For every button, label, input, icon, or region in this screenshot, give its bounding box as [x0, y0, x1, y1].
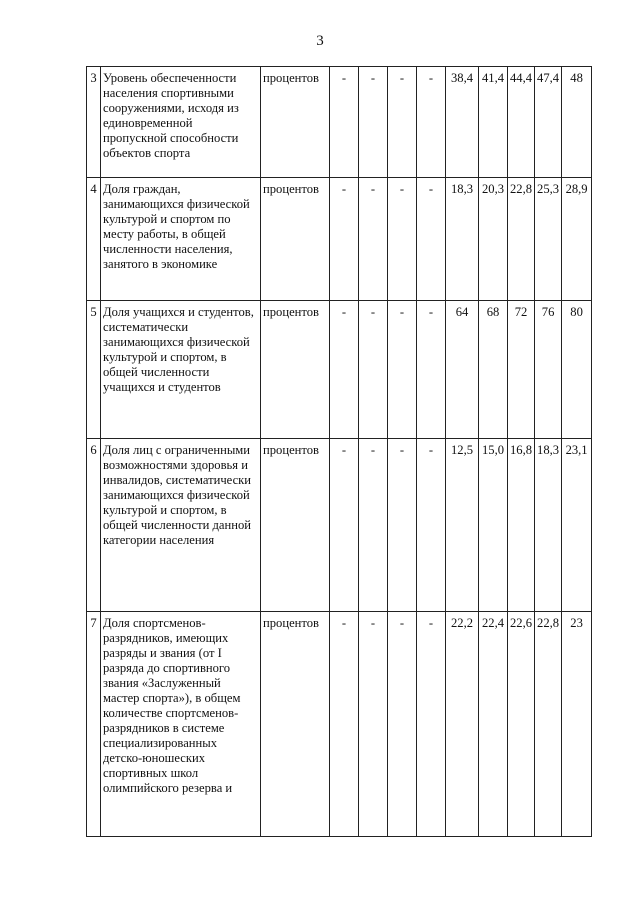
unit-cell: процентов [261, 439, 330, 612]
value-cell: 41,4 [479, 67, 508, 178]
unit-cell: процентов [261, 67, 330, 178]
value-cell: 22,8 [508, 178, 535, 301]
value-cell: 28,9 [562, 178, 592, 301]
value-cell: 44,4 [508, 67, 535, 178]
value-cell: 16,8 [508, 439, 535, 612]
value-cell: 80 [562, 301, 592, 439]
indicator-name-cell: Доля лиц с ограниченными возможностями здоровья и инвалидов, систематически занимающихся физической культурой и спортом, в общей численности данной категории населения [101, 439, 261, 612]
empty-value-cell: - [330, 67, 359, 178]
empty-value-cell: - [417, 178, 446, 301]
value-cell: 23,1 [562, 439, 592, 612]
indicator-name-cell: Доля спортсменов-разрядников, имеющих разряды и звания (от I разряда до спортивного звания «Заслуженный мастер спорта»), в общем количестве спортсменов-разрядников в системе специализированных детско-юношеских спортивных школ олимпийского резерва и [101, 612, 261, 837]
value-cell: 22,4 [479, 612, 508, 837]
unit-cell: процентов [261, 301, 330, 439]
indicator-name-cell: Доля граждан, занимающихся физической культурой и спортом по месту работы, в общей численности населения, занятого в экономике [101, 178, 261, 301]
empty-value-cell: - [388, 439, 417, 612]
empty-value-cell: - [388, 301, 417, 439]
empty-value-cell: - [330, 301, 359, 439]
indicator-name-cell: Уровень обеспеченности населения спортивными сооружениями, исходя из единовременной пропускной способности объектов спорта [101, 67, 261, 178]
row-number-cell: 5 [87, 301, 101, 439]
empty-value-cell: - [388, 178, 417, 301]
row-number-cell: 4 [87, 178, 101, 301]
empty-value-cell: - [359, 439, 388, 612]
unit-cell: процентов [261, 178, 330, 301]
empty-value-cell: - [330, 178, 359, 301]
value-cell: 18,3 [446, 178, 479, 301]
indicator-name-cell: Доля учащихся и студентов, систематически занимающихся физической культурой и спортом, в общей численности учащихся и студентов [101, 301, 261, 439]
table-row [87, 67, 592, 178]
value-cell: 64 [446, 301, 479, 439]
value-cell: 23 [562, 612, 592, 837]
row-number-cell: 7 [87, 612, 101, 837]
empty-value-cell: - [359, 178, 388, 301]
value-cell: 22,2 [446, 612, 479, 837]
table-row [87, 439, 592, 612]
empty-value-cell: - [388, 67, 417, 178]
unit-cell: процентов [261, 612, 330, 837]
row-number-cell: 3 [87, 67, 101, 178]
value-cell: 25,3 [535, 178, 562, 301]
value-cell: 38,4 [446, 67, 479, 178]
value-cell: 72 [508, 301, 535, 439]
empty-value-cell: - [359, 301, 388, 439]
value-cell: 15,0 [479, 439, 508, 612]
value-cell: 68 [479, 301, 508, 439]
value-cell: 20,3 [479, 178, 508, 301]
empty-value-cell: - [417, 67, 446, 178]
value-cell: 48 [562, 67, 592, 178]
empty-value-cell: - [330, 439, 359, 612]
row-number-cell: 6 [87, 439, 101, 612]
table-row [87, 301, 592, 439]
value-cell: 76 [535, 301, 562, 439]
page-number: 3 [316, 33, 324, 49]
value-cell: 22,8 [535, 612, 562, 837]
table-row [87, 612, 592, 837]
empty-value-cell: - [388, 612, 417, 837]
empty-value-cell: - [417, 301, 446, 439]
empty-value-cell: - [417, 439, 446, 612]
indicators-table [86, 66, 592, 837]
empty-value-cell: - [359, 67, 388, 178]
value-cell: 47,4 [535, 67, 562, 178]
value-cell: 22,6 [508, 612, 535, 837]
value-cell: 12,5 [446, 439, 479, 612]
value-cell: 18,3 [535, 439, 562, 612]
empty-value-cell: - [359, 612, 388, 837]
empty-value-cell: - [330, 612, 359, 837]
table-row [87, 178, 592, 301]
empty-value-cell: - [417, 612, 446, 837]
